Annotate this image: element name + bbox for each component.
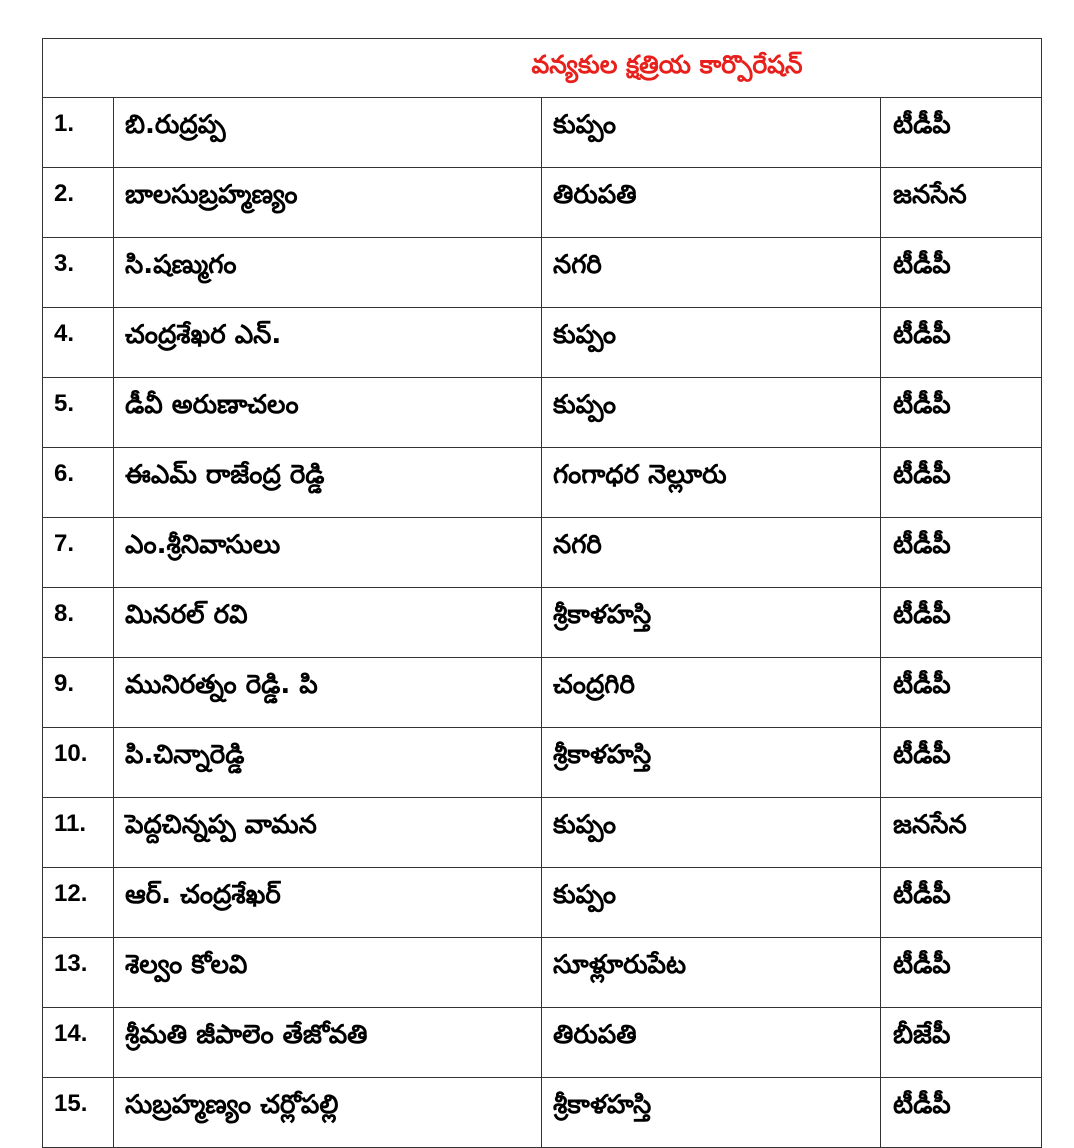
party-cell <box>881 588 1042 658</box>
party-text: టీడీపీ <box>893 390 951 420</box>
member-name-cell <box>114 728 542 798</box>
member-name-cell <box>114 1078 542 1148</box>
member-name-cell <box>114 518 542 588</box>
constituency-text: నగరి <box>553 530 602 560</box>
table-row <box>43 518 1042 588</box>
constituency-text: కుప్పం <box>553 390 617 420</box>
table-row <box>43 798 1042 868</box>
serial-number-cell: 10. <box>43 728 114 798</box>
party-cell <box>881 1008 1042 1078</box>
party-text: జనసేన <box>893 810 967 840</box>
party-cell <box>881 798 1042 868</box>
serial-number-cell: 5. <box>43 378 114 448</box>
member-name-text: పి.చిన్నారెడ్డి <box>125 740 245 770</box>
constituency-text: చంద్రగిరి <box>553 670 635 700</box>
member-name-text: చంద్రశేఖర ఎన్. <box>125 320 282 350</box>
title-cell <box>43 39 1042 98</box>
table-row <box>43 378 1042 448</box>
serial-number-cell: 15. <box>43 1078 114 1148</box>
serial-number-cell: 13. <box>43 938 114 1008</box>
member-name-cell <box>114 658 542 728</box>
table-row <box>43 868 1042 938</box>
party-text: టీడీపీ <box>893 250 951 280</box>
table-row <box>43 938 1042 1008</box>
constituency-text: కుప్పం <box>553 810 617 840</box>
constituency-cell <box>542 238 881 308</box>
party-cell <box>881 448 1042 518</box>
party-cell <box>881 308 1042 378</box>
constituency-cell <box>542 798 881 868</box>
table-row <box>43 1078 1042 1148</box>
constituency-cell <box>542 308 881 378</box>
member-name-cell <box>114 1008 542 1078</box>
member-name-cell <box>114 168 542 238</box>
serial-number-cell: 11. <box>43 798 114 868</box>
constituency-cell <box>542 938 881 1008</box>
constituency-text: తిరుపతి <box>553 180 637 210</box>
member-name-text: ఆర్. చంద్రశేఖర్ <box>125 880 281 910</box>
party-cell <box>881 868 1042 938</box>
party-cell <box>881 518 1042 588</box>
constituency-cell <box>542 448 881 518</box>
serial-number-cell: 9. <box>43 658 114 728</box>
constituency-cell <box>542 588 881 658</box>
constituency-cell <box>542 378 881 448</box>
member-name-text: బాలసుబ్రహ్మణ్యం <box>125 180 298 210</box>
member-name-text: ఈఎమ్ రాజేంద్ర రెడ్డి <box>125 460 325 490</box>
member-name-cell <box>114 98 542 168</box>
party-cell <box>881 1078 1042 1148</box>
party-text: టీడీపీ <box>893 110 951 140</box>
member-name-text: పెద్దచిన్నప్ప వామన <box>125 810 317 840</box>
member-name-text: శెల్వం కోలవి <box>125 950 248 980</box>
party-text: టీడీపీ <box>893 600 951 630</box>
constituency-text: నగరి <box>553 250 602 280</box>
serial-number-cell: 6. <box>43 448 114 518</box>
table-row <box>43 168 1042 238</box>
constituency-text: శ్రీకాళహస్తి <box>553 740 652 770</box>
serial-number-cell: 14. <box>43 1008 114 1078</box>
table-row <box>43 658 1042 728</box>
party-text: టీడీపీ <box>893 880 951 910</box>
constituency-cell <box>542 1008 881 1078</box>
serial-number-cell: 1. <box>43 98 114 168</box>
member-name-cell <box>114 308 542 378</box>
page-title: వన్యకుల క్షత్రియ కార్పొరేషన్ <box>531 50 803 79</box>
constituency-text: గంగాధర నెల్లూరు <box>553 460 727 490</box>
party-cell <box>881 378 1042 448</box>
constituency-cell <box>542 868 881 938</box>
serial-number-cell: 3. <box>43 238 114 308</box>
member-name-text: మినరల్ రవి <box>125 600 248 630</box>
party-cell <box>881 938 1042 1008</box>
table-body <box>43 39 1042 1148</box>
party-text: టీడీపీ <box>893 1090 951 1120</box>
member-name-cell <box>114 938 542 1008</box>
member-name-text: డీవీ అరుణాచలం <box>125 390 299 420</box>
table-row <box>43 588 1042 658</box>
party-text: టీడీపీ <box>893 670 951 700</box>
party-text: టీడీపీ <box>893 740 951 770</box>
constituency-text: సూళ్లూరుపేట <box>553 950 687 980</box>
table-row <box>43 448 1042 518</box>
member-name-cell <box>114 448 542 518</box>
member-name-cell <box>114 588 542 658</box>
constituency-text: కుప్పం <box>553 320 617 350</box>
member-name-cell <box>114 238 542 308</box>
serial-number-cell: 12. <box>43 868 114 938</box>
constituency-text: కుప్పం <box>553 110 617 140</box>
member-name-text: సి.షణ్ముగం <box>125 250 237 280</box>
constituency-cell <box>542 98 881 168</box>
serial-number-cell: 8. <box>43 588 114 658</box>
serial-number-cell: 2. <box>43 168 114 238</box>
member-name-text: సుబ్రహ్మణ్యం చర్లోపల్లి <box>125 1090 339 1120</box>
party-cell <box>881 168 1042 238</box>
serial-number-cell: 7. <box>43 518 114 588</box>
table-row <box>43 308 1042 378</box>
party-cell <box>881 658 1042 728</box>
party-text: బీజేపీ <box>893 1020 951 1050</box>
member-name-text: మునిరత్నం రెడ్డి. పి <box>125 670 318 700</box>
member-name-cell <box>114 378 542 448</box>
member-name-text: ఎం.శ్రీనివాసులు <box>125 530 281 560</box>
constituency-text: తిరుపతి <box>553 1020 637 1050</box>
member-name-text: బి.రుద్రప్ప <box>125 110 226 140</box>
party-text: టీడీపీ <box>893 950 951 980</box>
member-name-text: శ్రీమతి జీపాలెం తేజోవతి <box>125 1020 368 1050</box>
constituency-text: శ్రీకాళహస్తి <box>553 1090 652 1120</box>
party-text: టీడీపీ <box>893 460 951 490</box>
party-cell <box>881 728 1042 798</box>
constituency-cell <box>542 168 881 238</box>
member-name-cell <box>114 868 542 938</box>
constituency-cell <box>542 728 881 798</box>
constituency-cell <box>542 658 881 728</box>
table-row <box>43 238 1042 308</box>
table-row <box>43 98 1042 168</box>
constituency-cell <box>542 518 881 588</box>
constituency-text: శ్రీకాళహస్తి <box>553 600 652 630</box>
title-row <box>43 39 1042 98</box>
member-name-cell <box>114 798 542 868</box>
corporation-members-table <box>42 38 1042 1148</box>
constituency-cell <box>542 1078 881 1148</box>
party-text: టీడీపీ <box>893 530 951 560</box>
serial-number-cell: 4. <box>43 308 114 378</box>
table-row <box>43 728 1042 798</box>
constituency-text: కుప్పం <box>553 880 617 910</box>
party-text: జనసేన <box>893 180 967 210</box>
party-text: టీడీపీ <box>893 320 951 350</box>
party-cell <box>881 98 1042 168</box>
party-cell <box>881 238 1042 308</box>
table-row <box>43 1008 1042 1078</box>
